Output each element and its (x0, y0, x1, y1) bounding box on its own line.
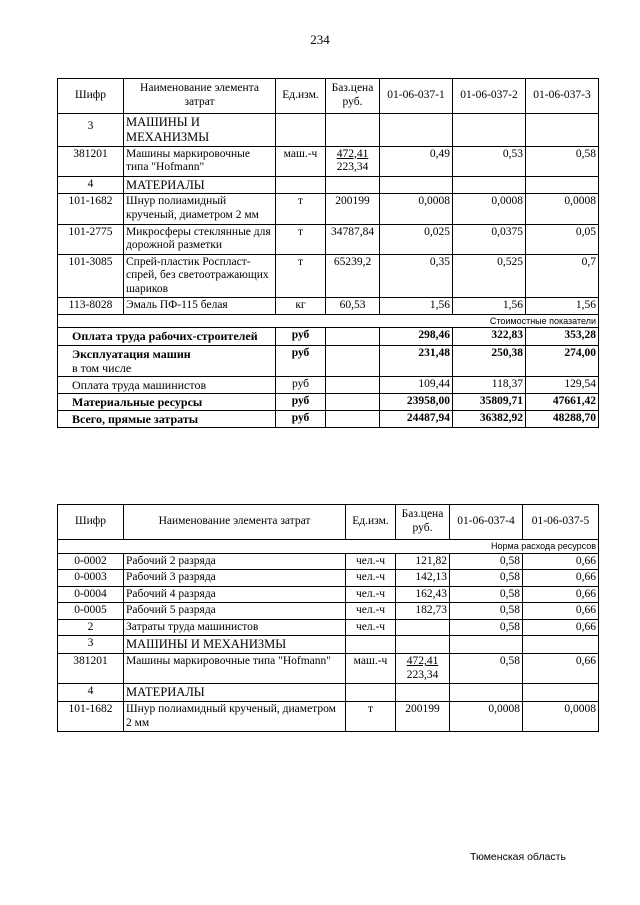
band-label: Норма расхода ресурсов (58, 540, 599, 554)
header-col-4: 01-06-037-4 (450, 505, 523, 540)
cell-unit: кг (276, 298, 326, 315)
cell-price: 182,73 (396, 603, 450, 620)
summary-unit: руб (276, 328, 326, 345)
header-unit: Ед.изм. (276, 79, 326, 114)
cell-price: 121,82 (396, 553, 450, 570)
summary-value: 36382,92 (453, 411, 526, 428)
cell-unit: маш.-ч (276, 146, 326, 176)
summary-value: 353,28 (526, 328, 599, 345)
section-row (58, 684, 599, 702)
summary-name: Оплата труда рабочих-строителей (58, 328, 276, 345)
section-row (58, 176, 599, 194)
cell-value: 0,49 (380, 146, 453, 176)
cell-unit: чел.-ч (346, 553, 396, 570)
cell-value: 0,05 (526, 224, 599, 254)
cell-code: 0-0003 (58, 570, 124, 587)
cell-value: 0,66 (523, 619, 599, 636)
header-unit: Ед.изм. (346, 505, 396, 540)
table-row (58, 224, 599, 254)
summary-row (58, 328, 599, 345)
header-col-5: 01-06-037-5 (523, 505, 599, 540)
cell-name: Рабочий 5 разряда (124, 603, 346, 620)
summary-row (58, 376, 599, 393)
header-code: Шифр (58, 505, 124, 540)
cell-code: 101-2775 (58, 224, 124, 254)
cell-code: 101-1682 (58, 194, 124, 224)
band-row (58, 314, 599, 328)
cell-name: Машины маркировочные типа "Hofmann" (124, 146, 276, 176)
cell-unit: чел.-ч (346, 619, 396, 636)
cell-value: 0,525 (453, 254, 526, 298)
summary-row (58, 345, 599, 376)
summary-value: 274,00 (526, 345, 599, 376)
cell-name: Шнур полиамидный крученый, диаметром 2 мм (124, 702, 346, 732)
cell-code: 0-0004 (58, 586, 124, 603)
header-name: Наименование элемента затрат (124, 505, 346, 540)
summary-value: 23958,00 (380, 394, 453, 411)
summary-value: 35809,71 (453, 394, 526, 411)
resource-table-2 (57, 504, 599, 732)
cell-value: 1,56 (380, 298, 453, 315)
summary-row (58, 411, 599, 428)
section-number: 3 (58, 636, 124, 654)
cell-value: 0,66 (523, 654, 599, 684)
cell-value: 0,66 (523, 603, 599, 620)
cell-name: Спрей-пластик Роспласт-спрей, без светоотражающих шариков (124, 254, 276, 298)
cell-price: 200199 (396, 702, 450, 732)
header-price: Баз.цена руб. (326, 79, 380, 114)
cell-value: 0,0375 (453, 224, 526, 254)
cell-value: 0,58 (450, 553, 523, 570)
section-title: МАТЕРИАЛЫ (124, 176, 276, 194)
cell-value: 0,0008 (450, 702, 523, 732)
section-title: МАШИНЫ И МЕХАНИЗМЫ (124, 636, 346, 654)
cell-code: 381201 (58, 146, 124, 176)
header-col-1: 01-06-037-1 (380, 79, 453, 114)
section-title: МАШИНЫ И МЕХАНИЗМЫ (124, 114, 276, 147)
summary-value: 298,46 (380, 328, 453, 345)
price-value: 472,41 (336, 147, 369, 160)
summary-row (58, 394, 599, 411)
cell-unit: т (276, 224, 326, 254)
cell-name: Эмаль ПФ-115 белая (124, 298, 276, 315)
summary-value: 118,37 (453, 376, 526, 393)
cell-code: 2 (58, 619, 124, 636)
cell-unit: т (276, 194, 326, 224)
summary-unit: руб (276, 376, 326, 393)
cell-code: 381201 (58, 654, 124, 684)
cell-value: 0,66 (523, 570, 599, 587)
table-header-row (58, 505, 599, 540)
section-title: МАТЕРИАЛЫ (124, 684, 346, 702)
resource-table-1 (57, 78, 599, 428)
summary-unit: руб (276, 345, 326, 376)
cell-code: 0-0005 (58, 603, 124, 620)
summary-name: Оплата труда машинистов (58, 376, 276, 393)
table-row (58, 603, 599, 620)
table-row (58, 194, 599, 224)
cell-value: 0,0008 (453, 194, 526, 224)
header-col-3: 01-06-037-3 (526, 79, 599, 114)
summary-subtitle: в том числе (72, 360, 132, 375)
cell-name: Рабочий 4 разряда (124, 586, 346, 603)
cell-name: Рабочий 2 разряда (124, 553, 346, 570)
cell-value: 1,56 (453, 298, 526, 315)
summary-unit: руб (276, 394, 326, 411)
cell-price: 200199 (326, 194, 380, 224)
table-row (58, 570, 599, 587)
section-number: 3 (58, 114, 124, 147)
cell-price: 142,13 (396, 570, 450, 587)
cell-value: 0,58 (450, 586, 523, 603)
cell-value: 0,58 (450, 654, 523, 684)
summary-title: Эксплуатация машин (72, 346, 191, 361)
header-col-2: 01-06-037-2 (453, 79, 526, 114)
table-row (58, 702, 599, 732)
summary-value: 24487,94 (380, 411, 453, 428)
cell-value: 0,66 (523, 553, 599, 570)
cell-code: 101-3085 (58, 254, 124, 298)
page-number: 234 (310, 32, 330, 47)
summary-value: 129,54 (526, 376, 599, 393)
cell-name: Шнур полиамидный крученый, диаметром 2 мм (124, 194, 276, 224)
cell-unit: маш.-ч (346, 654, 396, 684)
summary-value: 322,83 (453, 328, 526, 345)
summary-name: Материальные ресурсы (58, 394, 276, 411)
cell-value: 0,0008 (523, 702, 599, 732)
summary-value: 47661,42 (526, 394, 599, 411)
cell-value: 0,7 (526, 254, 599, 298)
summary-value: 250,38 (453, 345, 526, 376)
cell-value: 0,58 (450, 603, 523, 620)
cell-value: 0,58 (450, 570, 523, 587)
cell-unit: т (276, 254, 326, 298)
price-value-2: 223,34 (406, 668, 439, 681)
section-number: 4 (58, 684, 124, 702)
cell-value: 0,0008 (380, 194, 453, 224)
cell-value: 0,35 (380, 254, 453, 298)
cell-value: 0,66 (523, 586, 599, 603)
cell-code: 113-8028 (58, 298, 124, 315)
cell-value: 0,58 (450, 619, 523, 636)
cell-price: 60,53 (326, 298, 380, 315)
table-row (58, 619, 599, 636)
table-row (58, 146, 599, 176)
cell-value: 0,0008 (526, 194, 599, 224)
table-row (58, 654, 599, 684)
cell-value: 0,58 (526, 146, 599, 176)
cell-value: 1,56 (526, 298, 599, 315)
cell-value: 0,53 (453, 146, 526, 176)
section-number: 4 (58, 176, 124, 194)
price-value-2: 223,34 (336, 161, 369, 174)
cell-unit: чел.-ч (346, 570, 396, 587)
summary-value: 231,48 (380, 345, 453, 376)
cell-unit: т (346, 702, 396, 732)
cell-unit: чел.-ч (346, 586, 396, 603)
cell-name: Рабочий 3 разряда (124, 570, 346, 587)
summary-unit: руб (276, 411, 326, 428)
cell-name: Микросферы стеклянные для дорожной разметки (124, 224, 276, 254)
summary-value: 48288,70 (526, 411, 599, 428)
header-name: Наименование элемента затрат (124, 79, 276, 114)
cell-code: 0-0002 (58, 553, 124, 570)
table-row (58, 298, 599, 315)
section-row (58, 114, 599, 147)
cell-price: 162,43 (396, 586, 450, 603)
header-price: Баз.цена руб. (396, 505, 450, 540)
cell-name: Машины маркировочные типа "Hofmann" (124, 654, 346, 684)
section-row (58, 636, 599, 654)
summary-name: Всего, прямые затраты (58, 411, 276, 428)
cell-value: 0,025 (380, 224, 453, 254)
cell-name: Затраты труда машинистов (124, 619, 346, 636)
band-label: Стоимостные показатели (58, 314, 599, 328)
cell-unit: чел.-ч (346, 603, 396, 620)
cell-price (326, 146, 380, 176)
cell-price: 65239,2 (326, 254, 380, 298)
table-row (58, 586, 599, 603)
region-footer: Тюменская область (470, 851, 566, 863)
summary-name (58, 345, 276, 376)
header-code: Шифр (58, 79, 124, 114)
cell-price (396, 654, 450, 684)
table-row (58, 553, 599, 570)
table-row (58, 254, 599, 298)
band-row (58, 540, 599, 554)
summary-value: 109,44 (380, 376, 453, 393)
cell-price: 34787,84 (326, 224, 380, 254)
price-value: 472,41 (406, 655, 439, 668)
table-header-row (58, 79, 599, 114)
cell-code: 101-1682 (58, 702, 124, 732)
